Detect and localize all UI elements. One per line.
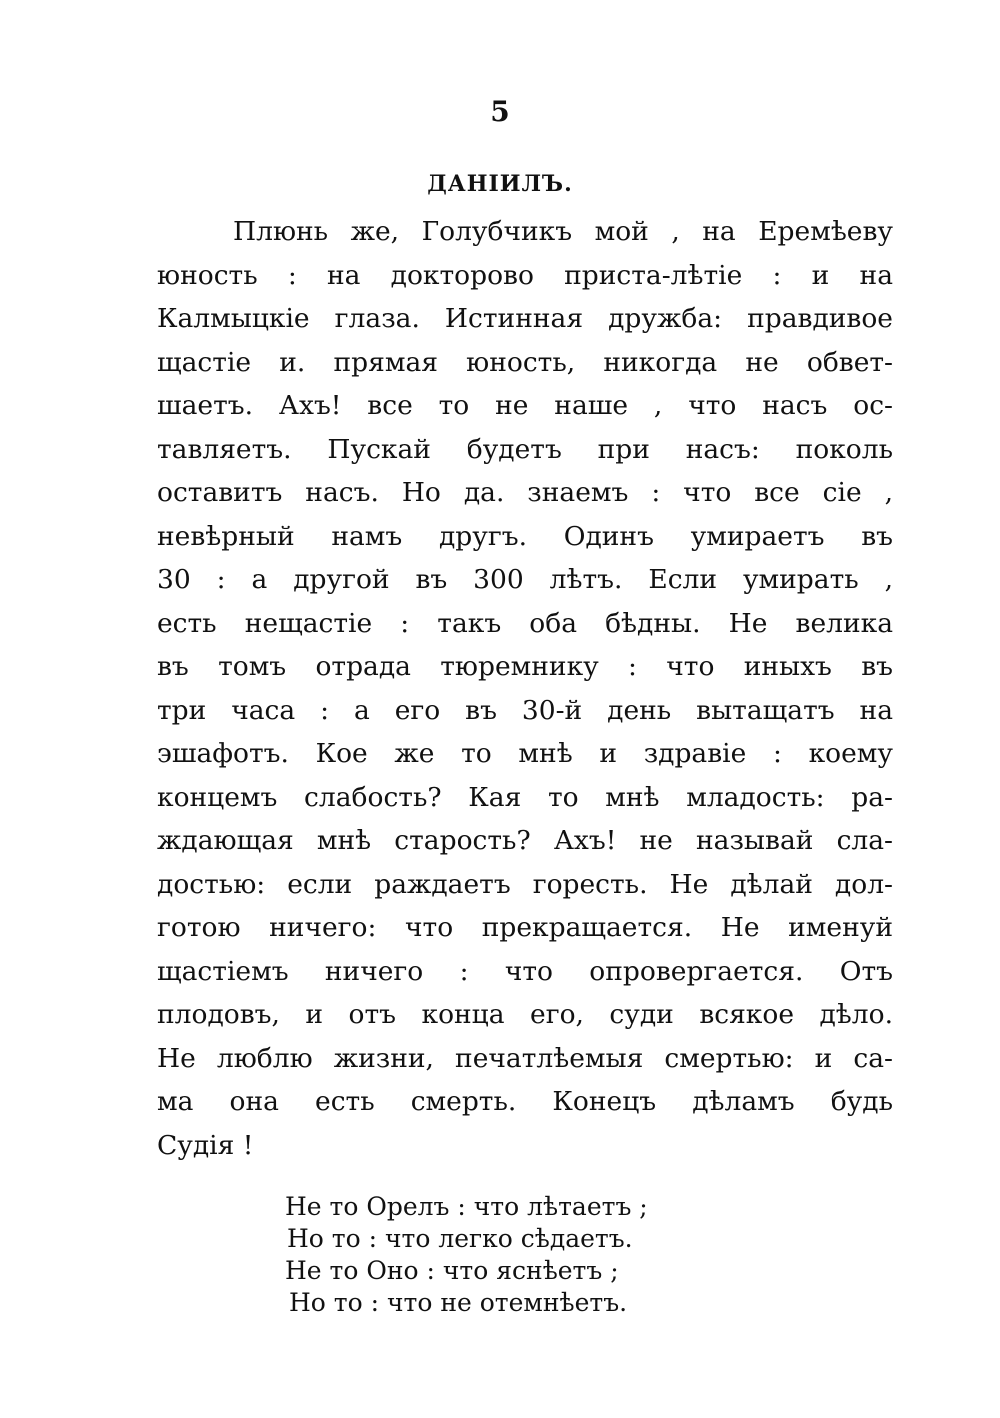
verse-line: Но то : что легко сѣдаетъ. (287, 1224, 633, 1253)
prose-line: эшафотъ. Кое же то мнѣ и здравіе : коему (157, 738, 893, 769)
prose-line: Плюнь же, Голубчикъ мой , на Еремѣеву (233, 216, 893, 247)
prose-line: Калмыцкіе глаза. Истинная дружба: правдивое (157, 303, 893, 334)
verse-stanza (285, 1191, 648, 1319)
prose-line: достью: если раждаетъ горесть. Не дѣлай дол- (157, 868, 893, 900)
prose-line: Судія ! (157, 1129, 254, 1161)
prose-line: шаетъ. Ахъ! все то не наше , что насъ ос- (157, 390, 893, 421)
prose-paragraph (157, 210, 893, 1167)
verse-line: Но то : что не отемнѣетъ. (289, 1288, 628, 1317)
prose-line: оставитъ насъ. Но да. знаемъ : что все сіе , (157, 477, 893, 508)
prose-line: есть нещастіе : такъ оба бѣдны. Не велика (157, 607, 893, 639)
prose-line: ждающая мнѣ старость? Ахъ! не называй сла- (157, 825, 893, 856)
verse-line: Не то Оно : что яснѣетъ ; (285, 1256, 619, 1285)
page-number: 5 (490, 95, 510, 128)
verse-line: Не то Орелъ : что лѣтаетъ ; (285, 1192, 648, 1221)
prose-line: 30 : а другой въ 300 лѣтъ. Если умирать , (157, 564, 893, 595)
prose-line: концемъ слабость? Кая то мнѣ младость: ра- (157, 781, 893, 813)
prose-line: готою ничего: что прекращается. Не именуй (157, 912, 893, 943)
prose-line: юность : на докторово приста-лѣтіе : и на (157, 259, 893, 291)
prose-line: плодовъ, и отъ конца его, суди всякое дѣло. (157, 999, 893, 1030)
prose-line: щастіе и. прямая юность, никогда не обвет- (157, 346, 893, 378)
prose-line: три часа : а его въ 30-й день вытащатъ на (157, 694, 893, 726)
prose-line: въ томъ отрада тюремнику : что иныхъ въ (157, 651, 893, 682)
prose-line: Не люблю жизни, печатлѣемыя смертью: и са- (157, 1042, 893, 1074)
prose-line: ма она есть смерть. Конецъ дѣламъ будь (157, 1086, 893, 1117)
prose-line: невѣрный намъ другъ. Одинъ умираетъ въ (157, 520, 893, 552)
speaker-heading: ДАНІИЛЪ. (427, 171, 573, 197)
prose-line: щастіемъ ничего : что опровергается. Отъ (157, 955, 893, 987)
prose-line: тавляетъ. Пускай будетъ при насъ: поколь (157, 433, 893, 465)
